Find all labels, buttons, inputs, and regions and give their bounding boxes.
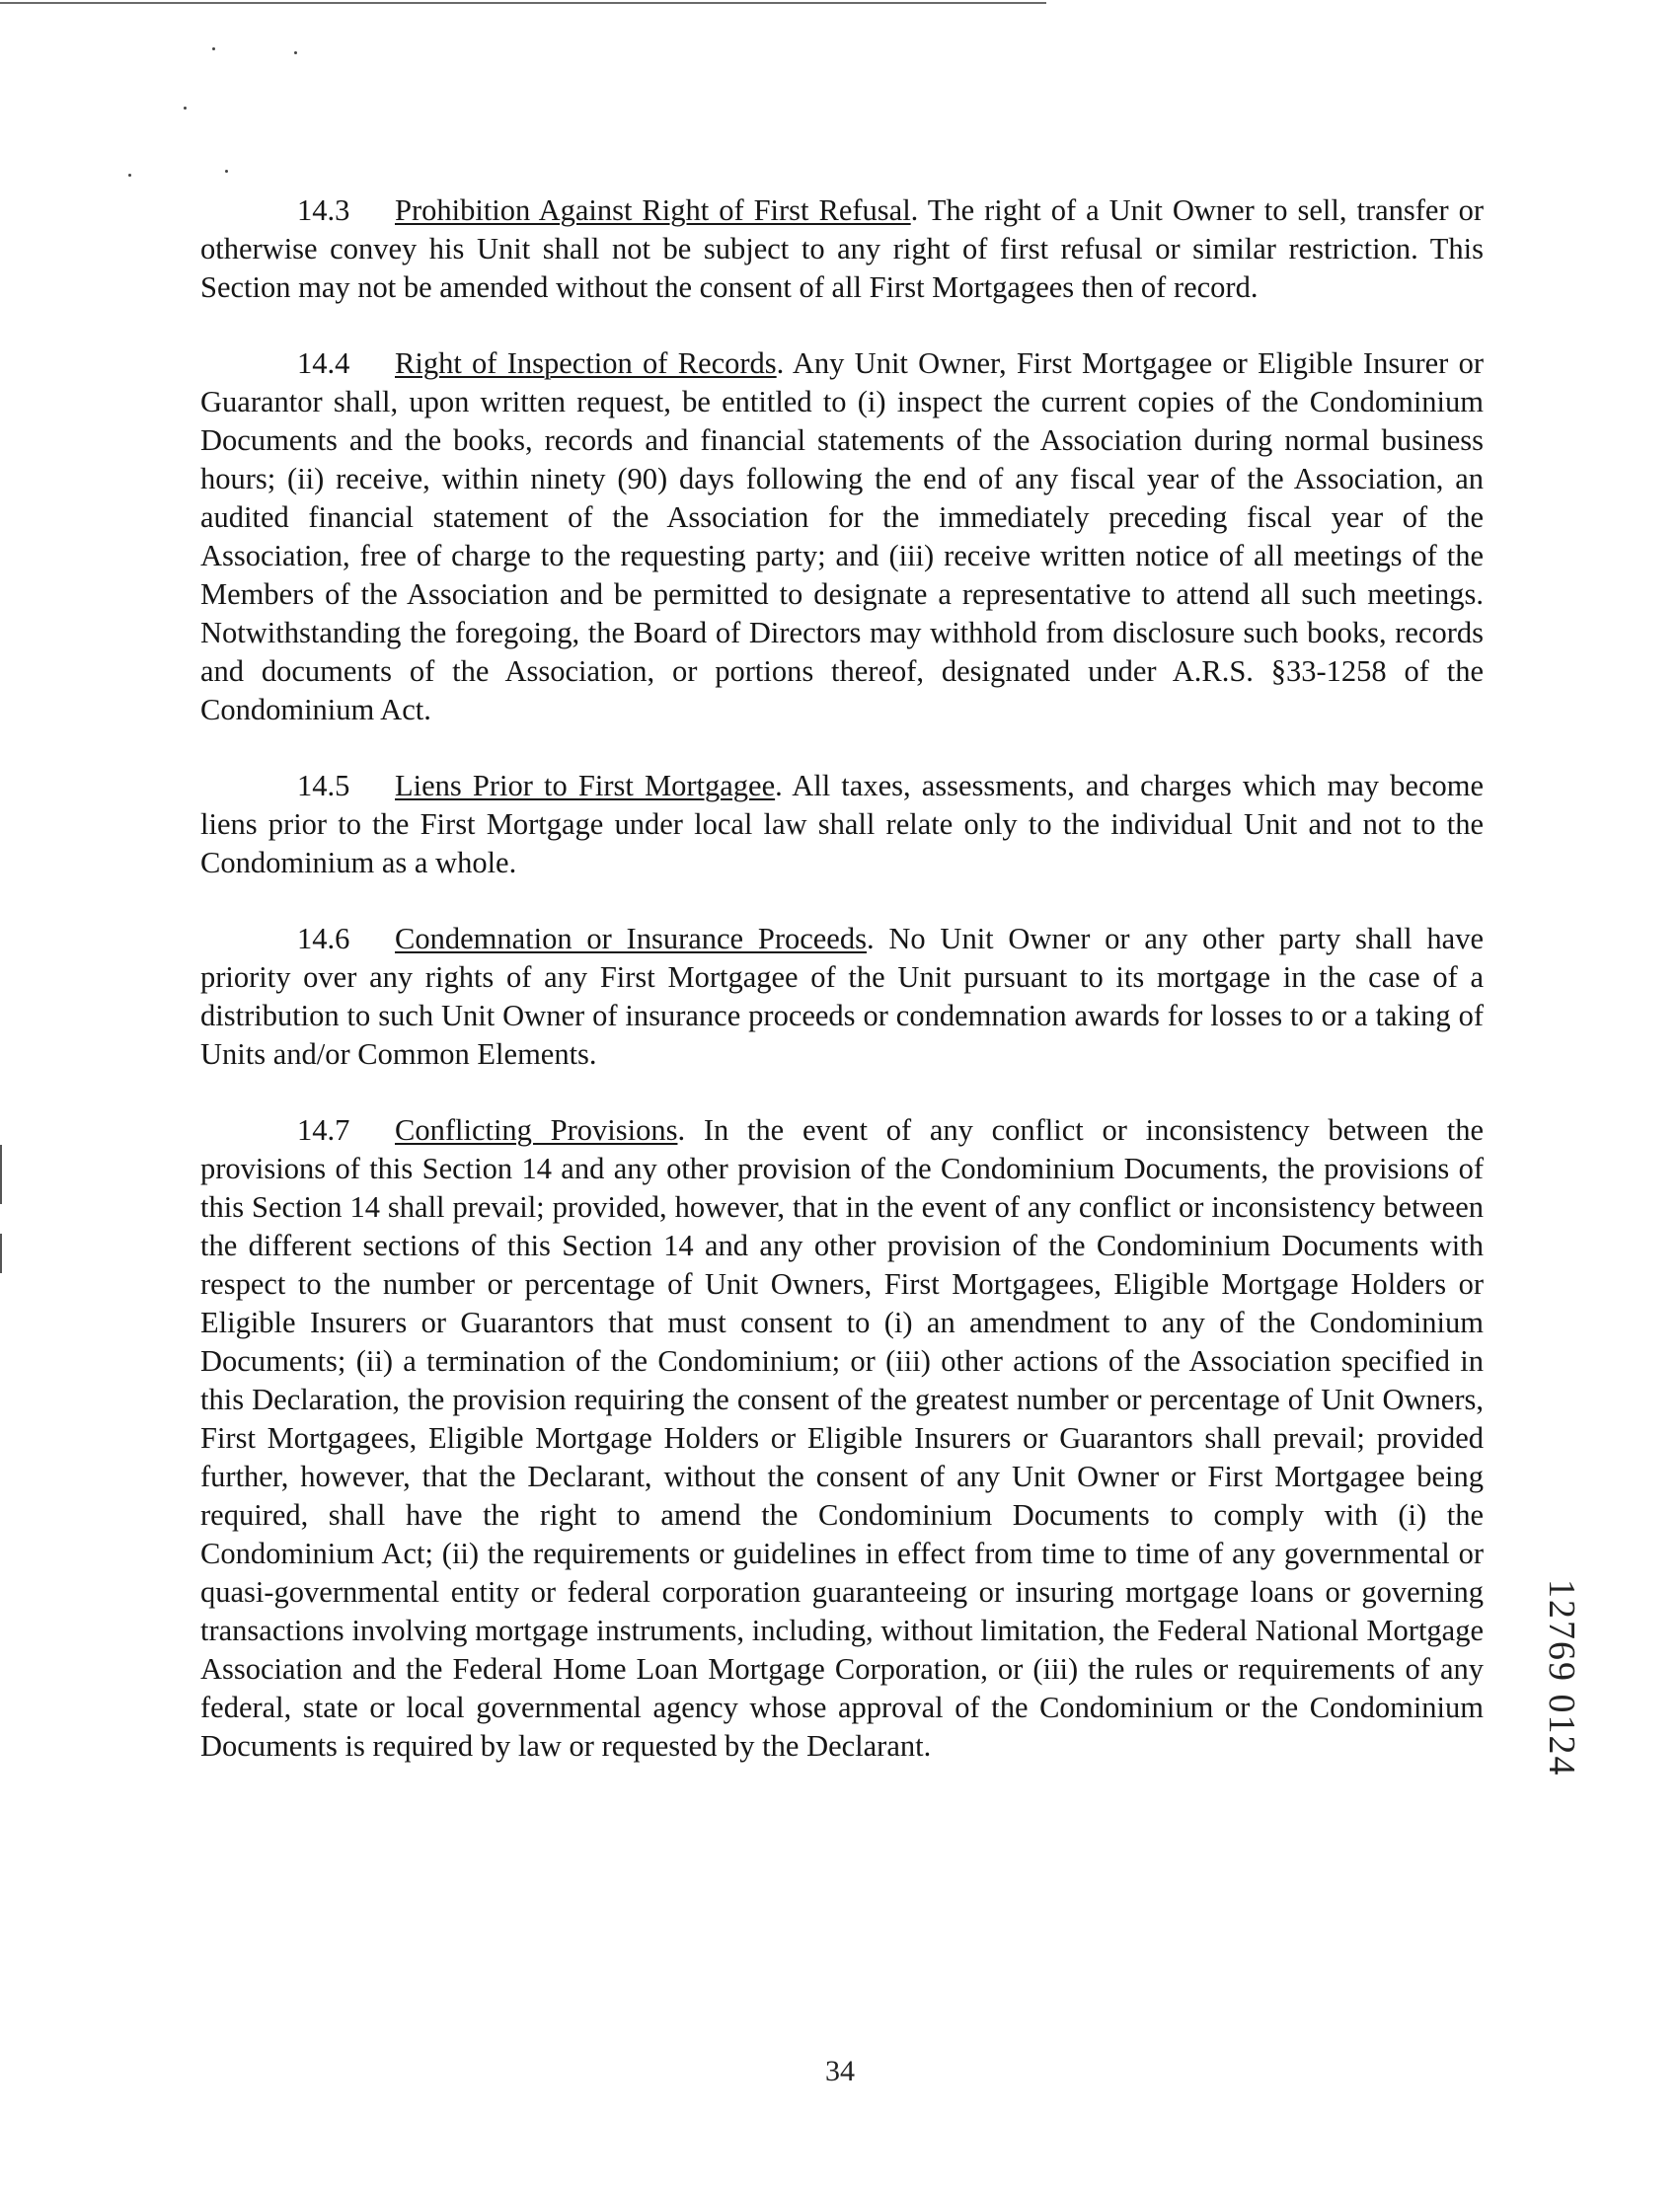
section-number: 14.3 <box>297 193 350 227</box>
section-text: . In the event of any conflict or inconsistency between the provisions of this Section 14 and any other provision of the Condominium Documents, the provisions of this Section 14 shall prevail; provided, however, that in the event of any conflict or inconsistency between the different sections of this Section 14 and any other provision of the Condominium Documents with respect to the number or percentage of Unit Owners, First Mortgagees, Eligible Mortgage Holders or Eligible Insurers or Guarantors that must consent to (i) an amendment to any of the Condominium Documents; (ii) a termination of the Condominium; or (iii) other actions of the Association specified in this Declaration, the provision requiring the consent of the greatest number or percentage of Unit Owners, First Mortgagees, Eligible Mortgage Holders or Eligible Insurers or Guarantors shall prevail; provided further, however, that the Declarant, without the consent of any Unit Owner or First Mortgagee being required, shall have the right to amend the Condominium Documents to comply with (i) the Condominium Act; (ii) the requirements or guidelines in effect from time to time of any governmental or quasi-governmental entity or federal corporation guaranteeing or insuring mortgage loans or governing transactions involving mortgage instruments, including, without limitation, the Federal National Mortgage Association and the Federal Home Loan Mortgage Corporation, or (iii) the rules or requirements of any federal, state or local governmental agency whose approval of the Condominium or the Condominium Documents is required by law or requested by the Declarant. <box>200 1113 1484 1763</box>
scan-edge-mark <box>0 1234 2 1273</box>
recording-stamp: 12769 0124 <box>1541 1579 1582 1777</box>
page-number: 34 <box>825 2055 855 2087</box>
section-14-6 <box>200 920 1484 1074</box>
section-number: 14.4 <box>297 346 350 380</box>
section-heading: Right of Inspection of Records <box>395 346 777 380</box>
section-14-5 <box>200 767 1484 882</box>
section-heading: Condemnation or Insurance Proceeds <box>395 922 867 955</box>
section-14-7 <box>200 1111 1484 1766</box>
scan-edge-mark <box>0 1145 2 1204</box>
section-heading: Prohibition Against Right of First Refusal <box>395 193 911 227</box>
section-text: . All taxes, assessments, and charges which may become liens prior to the First Mortgage under local law shall relate only to the individual Unit and not to the Condominium as a whole. <box>200 769 1484 879</box>
scan-edge-line <box>0 2 1046 4</box>
section-text: . Any Unit Owner, First Mortgagee or Eligible Insurer or Guarantor shall, upon written request, be entitled to (i) inspect the current copies of the Condominium Documents and the books, records and financial statements of the Association during normal business hours; (ii) receive, within ninety (90) days following the end of any fiscal year of the Association, an audited financial statement of the Association for the immediately preceding fiscal year of the Association, free of charge to the requesting party; and (iii) receive written notice of all meetings of the Members of the Association and be permitted to designate a representative to attend all such meetings. Notwithstanding the foregoing, the Board of Directors may withhold from disclosure such books, records and documents of the Association, or portions thereof, designated under A.R.S. §33-1258 of the Condominium Act. <box>200 346 1484 726</box>
section-14-4 <box>200 344 1484 729</box>
section-14-3 <box>200 191 1484 307</box>
section-number: 14.5 <box>297 769 350 802</box>
section-heading: Conflicting Provisions <box>395 1113 678 1147</box>
document-body <box>200 191 1484 1803</box>
section-text: . The right of a Unit Owner to sell, transfer or otherwise convey his Unit shall not be subject to any right of first refusal or similar restriction. This Section may not be amended without the consent of all First Mortgagees then of record. <box>200 193 1484 304</box>
section-number: 14.7 <box>297 1113 350 1147</box>
section-text: . No Unit Owner or any other party shall have priority over any rights of any First Mortgagee of the Unit pursuant to its mortgage in the case of a distribution to such Unit Owner of insurance proceeds or condemnation awards for losses to or a taking of Units and/or Common Elements. <box>200 922 1484 1071</box>
section-heading: Liens Prior to First Mortgagee <box>395 769 776 802</box>
section-number: 14.6 <box>297 922 350 955</box>
